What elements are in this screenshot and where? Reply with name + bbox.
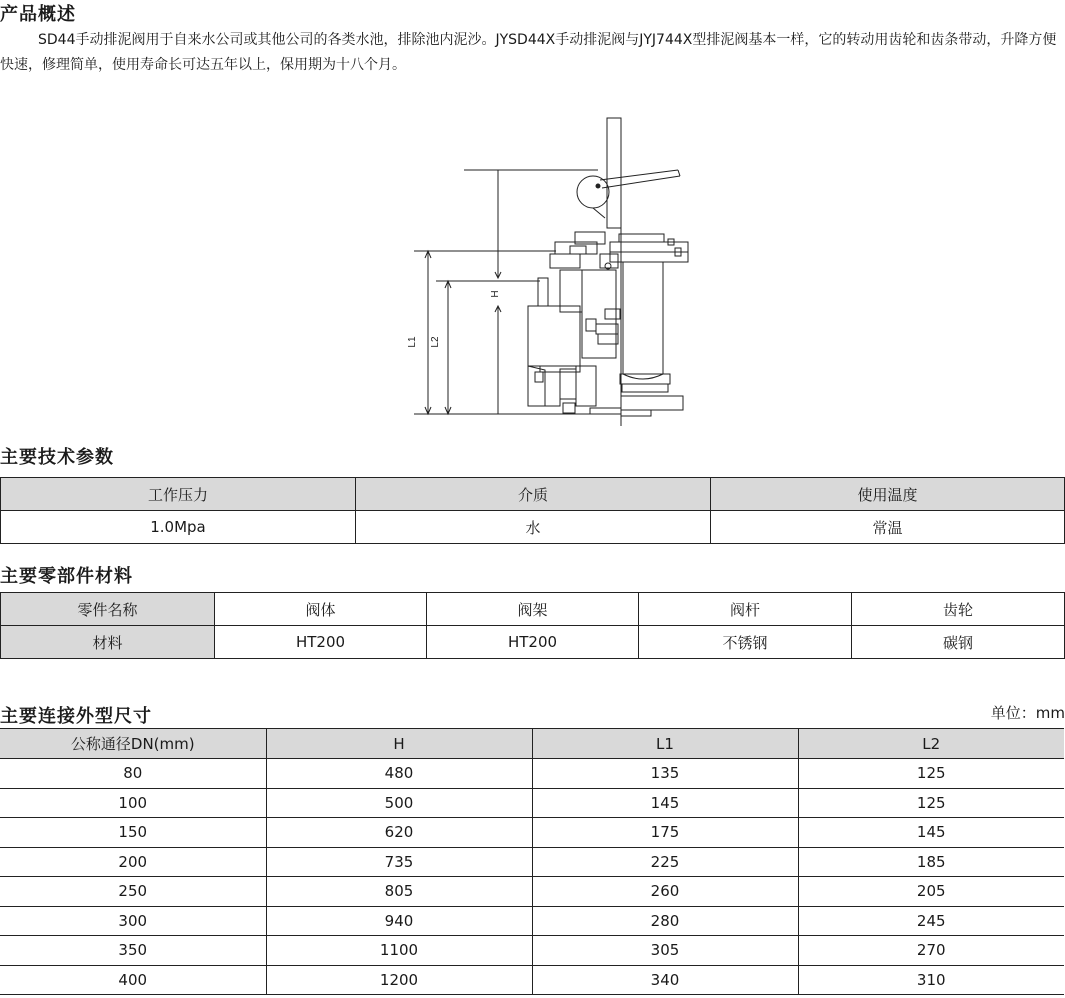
overview-title: 产品概述 [0,4,76,25]
materials-header-stem: 阀杆 [639,593,852,626]
table-cell: 185 [798,847,1064,877]
dims-header-h: H [266,729,532,759]
materials-header-part: 零件名称 [1,593,215,626]
tech-value-temperature: 常温 [711,511,1065,544]
table-cell: 150 [0,818,266,848]
materials-header-frame: 阀架 [427,593,639,626]
table-cell: 500 [266,788,532,818]
table-cell: 350 [0,936,266,966]
table-row [0,965,1064,995]
table-cell: 305 [532,936,798,966]
table-cell: 260 [532,877,798,907]
table-row [0,818,1064,848]
table-cell: 270 [798,936,1064,966]
materials-title: 主要零部件材料 [0,566,133,587]
materials-value-body: HT200 [215,626,427,659]
materials-value-label: 材料 [1,626,215,659]
table-row [0,936,1064,966]
dims-header-l1: L1 [532,729,798,759]
dims-title: 主要连接外型尺寸 [0,706,152,727]
table-row [0,877,1064,907]
table-cell: 100 [0,788,266,818]
tech-header-row [1,478,1065,511]
tech-header-pressure: 工作压力 [1,478,356,511]
label-l1: L1 [407,336,418,348]
table-cell: 200 [0,847,266,877]
dims-header-row [0,729,1064,759]
handwheel [577,176,609,208]
tech-table [0,477,1065,544]
table-cell: 225 [532,847,798,877]
materials-header-row [1,593,1065,626]
table-cell: 340 [532,965,798,995]
table-cell: 300 [0,906,266,936]
tech-header-temperature: 使用温度 [711,478,1065,511]
table-row [0,847,1064,877]
table-cell: 145 [798,818,1064,848]
table-cell: 250 [0,877,266,907]
dims-table [0,728,1064,995]
dims-header-l2: L2 [798,729,1064,759]
materials-value-row [1,626,1065,659]
tech-value-row [1,511,1065,544]
table-cell: 205 [798,877,1064,907]
materials-value-frame: HT200 [427,626,639,659]
table-cell: 1200 [266,965,532,995]
tech-header-medium: 介质 [356,478,711,511]
materials-value-gear: 碳钢 [852,626,1065,659]
dims-header-dn: 公称通径DN(mm) [0,729,266,759]
materials-header-gear: 齿轮 [852,593,1065,626]
table-cell: 400 [0,965,266,995]
tech-title: 主要技术参数 [0,447,114,468]
tech-value-medium: 水 [356,511,711,544]
table-cell: 125 [798,759,1064,789]
table-cell: 620 [266,818,532,848]
overview-paragraph: SD44手动排泥阀用于自来水公司或其他公司的各类水池，排除池内泥沙。JYSD44X手动排泥阀与JYJ744X型排泥阀基本一样，它的转动用齿轮和齿条带动，升降方便快速，修理简单，使用寿命长可达五年以上，保用期为十八个月。 [0,32,1057,73]
table-cell: 805 [266,877,532,907]
table-cell: 245 [798,906,1064,936]
dims-unit: 单位：mm [990,704,1065,722]
table-cell: 135 [532,759,798,789]
label-l2: L2 [430,336,441,348]
table-cell: 310 [798,965,1064,995]
table-cell: 735 [266,847,532,877]
table-cell: 175 [532,818,798,848]
table-row [0,759,1064,789]
table-row [0,906,1064,936]
table-cell: 80 [0,759,266,789]
valve-diagram [400,114,700,430]
materials-table [0,592,1065,659]
tech-value-pressure: 1.0Mpa [1,511,356,544]
table-cell: 940 [266,906,532,936]
table-cell: 480 [266,759,532,789]
materials-value-stem: 不锈钢 [639,626,852,659]
table-cell: 1100 [266,936,532,966]
table-cell: 125 [798,788,1064,818]
table-cell: 280 [532,906,798,936]
overview-text [0,28,1065,78]
table-cell: 145 [532,788,798,818]
table-row [0,788,1064,818]
materials-header-body: 阀体 [215,593,427,626]
label-h: H [490,290,501,298]
